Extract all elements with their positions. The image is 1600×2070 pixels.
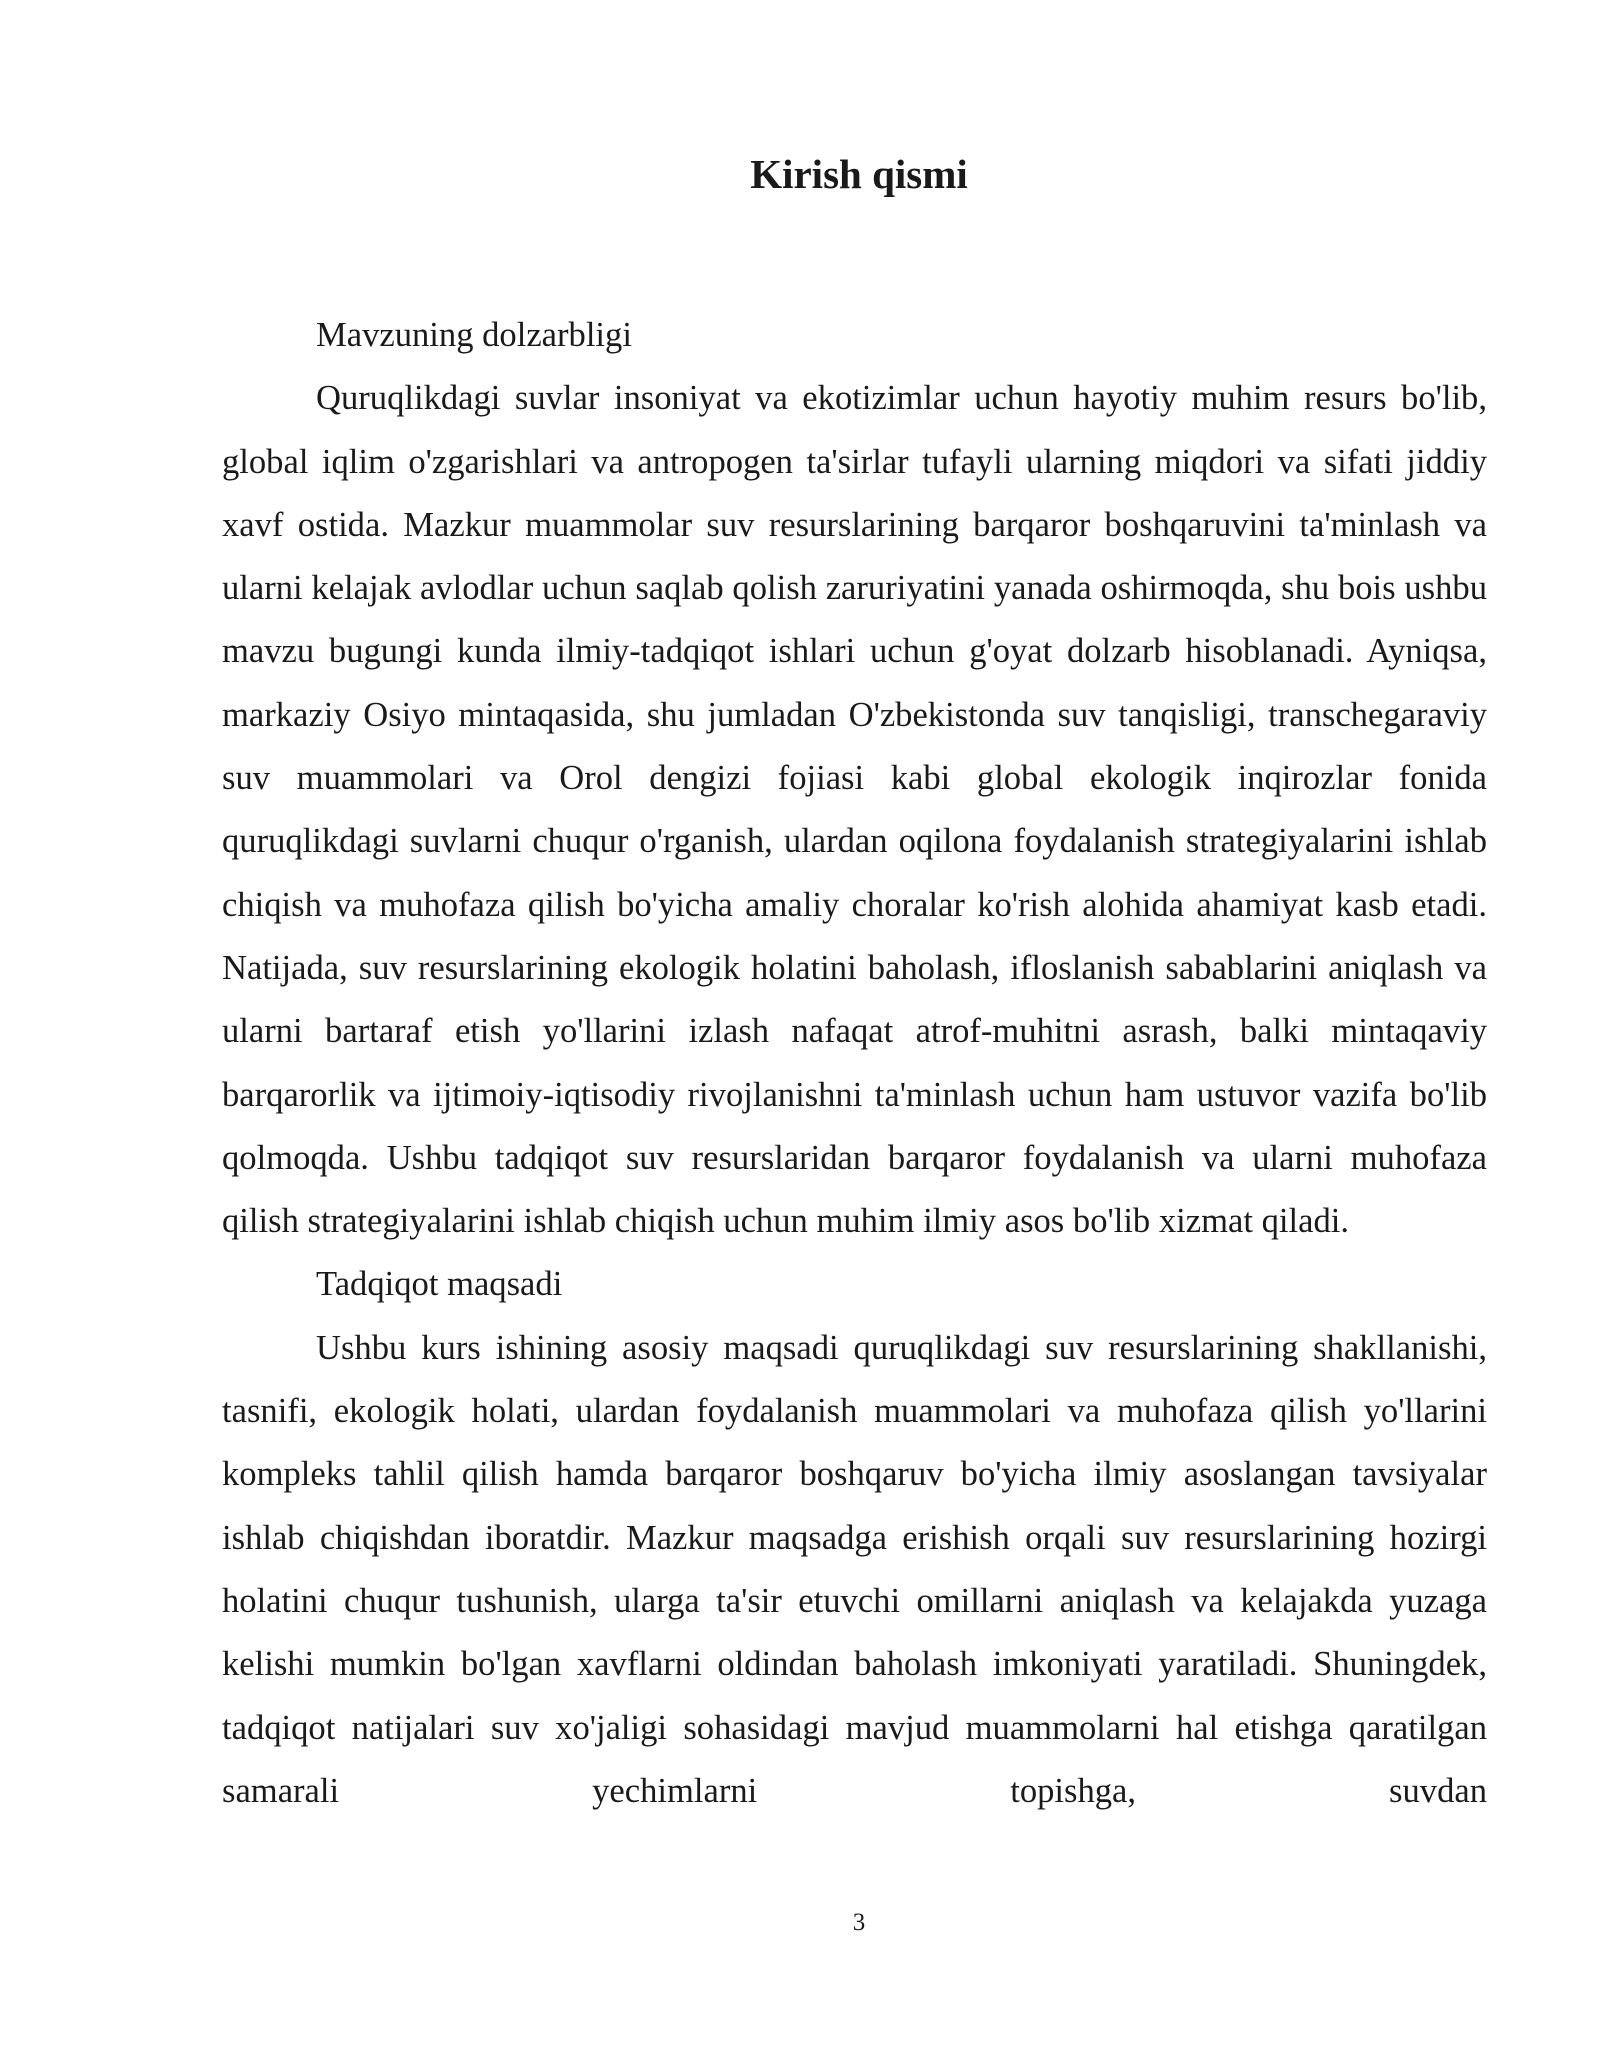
section-paragraph-goal: Ushbu kurs ishining asosiy maqsadi quruqlikdagi suv resurslarining shakllanishi, tasnifi, ekologik holati, ulardan foydalanish muammolari va muhofaza qilish yo'llarini kompleks tahlil qilish hamda barqaror boshqaruv bo'yicha ilmiy asoslangan tavsiyalar ishlab chiqishdan iboratdir. Mazkur maqsadga erishish orqali suv resurslarining hozirgi holatini chuqur tushunish, ularga ta'sir etuvchi omillarni aniqlash va kelajakda yuzaga kelishi mumkin bo'lgan xavflarni oldindan baholash imkoniyati yaratiladi. Shuningdek, tadqiqot natijalari suv xo'jaligi sohasidagi mavjud muammolarni hal etishga qaratilgan samarali yechimlarni topishga, suvdan — [222, 1328, 1487, 1810]
document-body — [222, 304, 1487, 1823]
page-title: Kirish qismi — [750, 151, 968, 197]
section-heading-goal: Tadqiqot maqsadi — [316, 1265, 563, 1304]
page-number: 3 — [852, 1909, 866, 1936]
section-paragraph-relevance: Quruqlikdagi suvlar insoniyat va ekotizimlar uchun hayotiy muhim resurs bo'lib, global iqlim o'zgarishlari va antropogen ta'sirlar tufayli ularning miqdori va sifati jiddiy xavf ostida. Mazkur muammolar suv resurslarining barqaror boshqaruvini ta'minlash va ularni kelajak avlodlar uchun saqlab qolish zaruriyatini yanada oshirmoqda, shu bois ushbu mavzu bugungi kunda ilmiy-tadqiqot ishlari uchun g'oyat dolzarb hisoblanadi. Ayniqsa, markaziy Osiyo mintaqasida, shu jumladan O'zbekistonda suv tanqisligi, transchegaraviy suv muammolari va Orol dengizi fojiasi kabi global ekologik inqirozlar fonida quruqlikdagi suvlarni chuqur o'rganish, ulardan oqilona foydalanish strategiyalarini ishlab chiqish va muhofaza qilish bo'yicha amaliy choralar ko'rish alohida ahamiyat kasb etadi. Natijada, suv resurslarining ekologik holatini baholash, ifloslanish sabablarini aniqlash va ularni bartaraf etish yo'llarini izlash nafaqat atrof-muhitni asrash, balki mintaqaviy barqarorlik va ijtimoiy-iqtisodiy rivojlanishni ta'minlash uchun ham ustuvor vazifa bo'lib qolmoqda. Ushbu tadqiqot suv resurslaridan barqaror foydalanish va ularni muhofaza qilish strategiyalarini ishlab chiqish uchun muhim ilmiy asos bo'lib xizmat qiladi. — [222, 379, 1487, 1241]
section-heading-relevance: Mavzuning dolzarbligi — [316, 316, 632, 354]
